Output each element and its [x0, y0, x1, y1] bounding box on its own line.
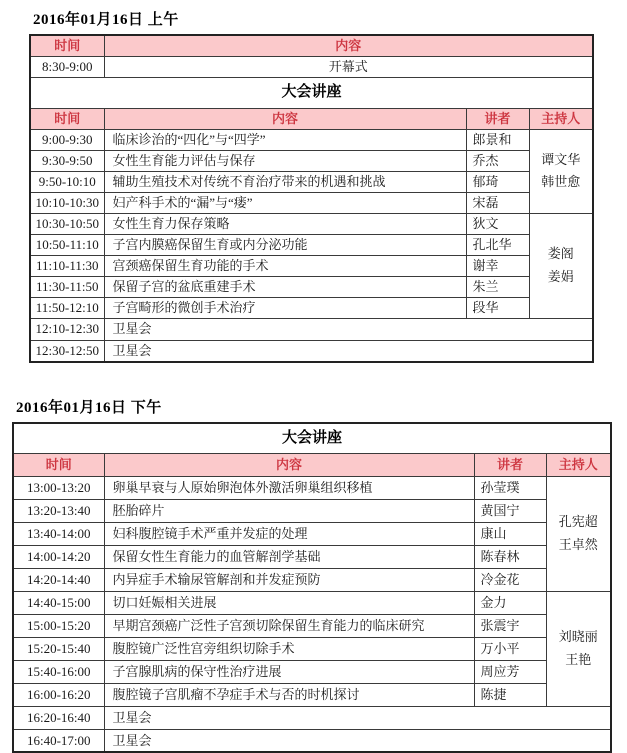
lecture-row: [13, 545, 611, 568]
speaker-cell: 万小平: [474, 637, 546, 660]
speaker-cell: 狄文: [466, 213, 529, 234]
moderator-cell: [546, 591, 611, 706]
lecture-row: [30, 213, 593, 234]
lecture-row: [13, 499, 611, 522]
morning-session: [29, 8, 592, 363]
morning-content-header-1: 内容: [104, 35, 593, 56]
content-cell: 临床诊治的“四化”与“四学”: [104, 129, 466, 150]
time-cell: 9:30-9:50: [30, 150, 104, 171]
speaker-cell: 谢幸: [466, 255, 529, 276]
speaker-cell: 周应芳: [474, 660, 546, 683]
afternoon-header-row: [13, 453, 611, 476]
afternoon-schedule-table: [12, 422, 612, 753]
speaker-cell: 康山: [474, 522, 546, 545]
content-cell: 保留子宫的盆底重建手术: [104, 276, 466, 297]
speaker-cell: 张震宇: [474, 614, 546, 637]
lecture-row: [30, 129, 593, 150]
time-cell: 12:10-12:30: [30, 318, 104, 340]
content-cell: 胚胎碎片: [104, 499, 474, 522]
morning-speaker-header: 讲者: [466, 108, 529, 129]
speaker-cell: 段华: [466, 297, 529, 318]
time-cell: 10:30-10:50: [30, 213, 104, 234]
content-cell: 宫颈癌保留生育功能的手术: [104, 255, 466, 276]
speaker-cell: 宋磊: [466, 192, 529, 213]
time-cell: 14:40-15:00: [13, 591, 104, 614]
morning-content-header-2: 内容: [104, 108, 466, 129]
time-cell: 11:50-12:10: [30, 297, 104, 318]
morning-moderator-header: 主持人: [529, 108, 593, 129]
time-cell: 15:40-16:00: [13, 660, 104, 683]
lecture-row: [30, 276, 593, 297]
lecture-row: [13, 476, 611, 499]
content-cell: 卫星会: [104, 706, 611, 729]
lecture-row: [30, 297, 593, 318]
morning-time-header-2: 时间: [30, 108, 104, 129]
morning-banner-row: [30, 77, 593, 108]
content-cell: 卫星会: [104, 340, 593, 362]
morning-time-header-1: 时间: [30, 35, 104, 56]
content-cell: 子宫畸形的微创手术治疗: [104, 297, 466, 318]
afternoon-section-banner: 大会讲座: [13, 423, 611, 453]
time-cell: 11:10-11:30: [30, 255, 104, 276]
moderator-name: 谭文华: [541, 151, 581, 167]
afternoon-moderator-header: 主持人: [546, 453, 611, 476]
content-cell: 女性生育能力评估与保存: [104, 150, 466, 171]
morning-schedule-table: [29, 34, 594, 363]
content-cell: 早期宫颈癌广泛性子宫颈切除保留生育能力的临床研究: [104, 614, 474, 637]
content-cell: 妇科腹腔镜手术严重并发症的处理: [104, 522, 474, 545]
morning-section-banner: 大会讲座: [30, 77, 593, 108]
content-cell: 卫星会: [104, 729, 611, 752]
speaker-cell: 金力: [474, 591, 546, 614]
time-cell: 15:00-15:20: [13, 614, 104, 637]
speaker-cell: 冷金花: [474, 568, 546, 591]
time-cell: 16:20-16:40: [13, 706, 104, 729]
afternoon-content-header: 内容: [104, 453, 474, 476]
content-cell: 女性生育力保存策略: [104, 213, 466, 234]
lecture-row: [13, 522, 611, 545]
content-cell: 腹腔镜子宫肌瘤不孕症手术与否的时机探讨: [104, 683, 474, 706]
speaker-cell: 孔北华: [466, 234, 529, 255]
time-cell: 13:40-14:00: [13, 522, 104, 545]
content-cell: 腹腔镜广泛性宫旁组织切除手术: [104, 637, 474, 660]
content-cell: 子宫内膜癌保留生育或内分泌功能: [104, 234, 466, 255]
lecture-row: [30, 255, 593, 276]
time-cell: 11:30-11:50: [30, 276, 104, 297]
satellite-row: [30, 340, 593, 362]
morning-session-title: 2016年01月16日 上午: [33, 12, 179, 28]
content-cell: 卫星会: [104, 318, 593, 340]
moderator-name: 王艳: [565, 651, 592, 667]
speaker-cell: 乔杰: [466, 150, 529, 171]
speaker-cell: 郁琦: [466, 171, 529, 192]
moderator-name: 王卓然: [558, 536, 598, 552]
speaker-cell: 朱兰: [466, 276, 529, 297]
time-cell: 13:00-13:20: [13, 476, 104, 499]
content-cell: 内异症手术输尿管解剖和并发症预防: [104, 568, 474, 591]
lecture-row: [13, 637, 611, 660]
time-cell: 16:00-16:20: [13, 683, 104, 706]
content-cell: 切口妊娠相关进展: [104, 591, 474, 614]
content-cell: 妇产科手术的“漏”与“瘘”: [104, 192, 466, 213]
lecture-row: [30, 171, 593, 192]
moderator-name: 姜娟: [547, 268, 574, 284]
lecture-row: [13, 568, 611, 591]
satellite-row: [13, 729, 611, 752]
time-cell: 14:20-14:40: [13, 568, 104, 591]
lecture-row: [13, 660, 611, 683]
moderator-name: 韩世愈: [541, 174, 581, 190]
time-cell: 12:30-12:50: [30, 340, 104, 362]
content-cell: 开幕式: [104, 56, 593, 77]
satellite-row: [13, 706, 611, 729]
speaker-cell: 郎景和: [466, 129, 529, 150]
afternoon-session-title: 2016年01月16日 下午: [16, 400, 162, 417]
time-cell: 9:00-9:30: [30, 129, 104, 150]
speaker-cell: 黄国宁: [474, 499, 546, 522]
lecture-row: [13, 591, 611, 614]
time-cell: 10:50-11:10: [30, 234, 104, 255]
lecture-row: [13, 614, 611, 637]
time-cell: 10:10-10:30: [30, 192, 104, 213]
satellite-row: [30, 318, 593, 340]
lecture-row: [30, 150, 593, 171]
speaker-cell: 陈捷: [474, 683, 546, 706]
afternoon-banner-row: [13, 423, 611, 453]
afternoon-speaker-header: 讲者: [474, 453, 546, 476]
time-cell: 16:40-17:00: [13, 729, 104, 752]
moderator-name: 孔宪超: [558, 514, 598, 530]
moderator-cell: [546, 476, 611, 591]
time-cell: 8:30-9:00: [30, 56, 104, 77]
afternoon-time-header: 时间: [13, 453, 104, 476]
content-cell: 辅助生殖技术对传统不育治疗带来的机遇和挑战: [104, 171, 466, 192]
morning-header-row-1: [30, 35, 593, 56]
content-cell: 保留女性生育能力的血管解剖学基础: [104, 545, 474, 568]
speaker-cell: 孙莹璞: [474, 476, 546, 499]
opening-ceremony-row: [30, 56, 593, 77]
moderator-name: 刘晓丽: [558, 629, 598, 645]
morning-header-row-2: [30, 108, 593, 129]
content-cell: 卵巢早衰与人原始卵泡体外激活卵巢组织移植: [104, 476, 474, 499]
time-cell: 13:20-13:40: [13, 499, 104, 522]
lecture-row: [13, 683, 611, 706]
time-cell: 14:00-14:20: [13, 545, 104, 568]
afternoon-session: [12, 396, 610, 753]
speaker-cell: 陈春林: [474, 545, 546, 568]
moderator-name: 娄阁: [547, 246, 574, 262]
time-cell: 9:50-10:10: [30, 171, 104, 192]
content-cell: 子宫腺肌病的保守性治疗进展: [104, 660, 474, 683]
time-cell: 15:20-15:40: [13, 637, 104, 660]
moderator-cell: [529, 129, 593, 213]
lecture-row: [30, 192, 593, 213]
lecture-row: [30, 234, 593, 255]
moderator-cell: [529, 213, 593, 318]
